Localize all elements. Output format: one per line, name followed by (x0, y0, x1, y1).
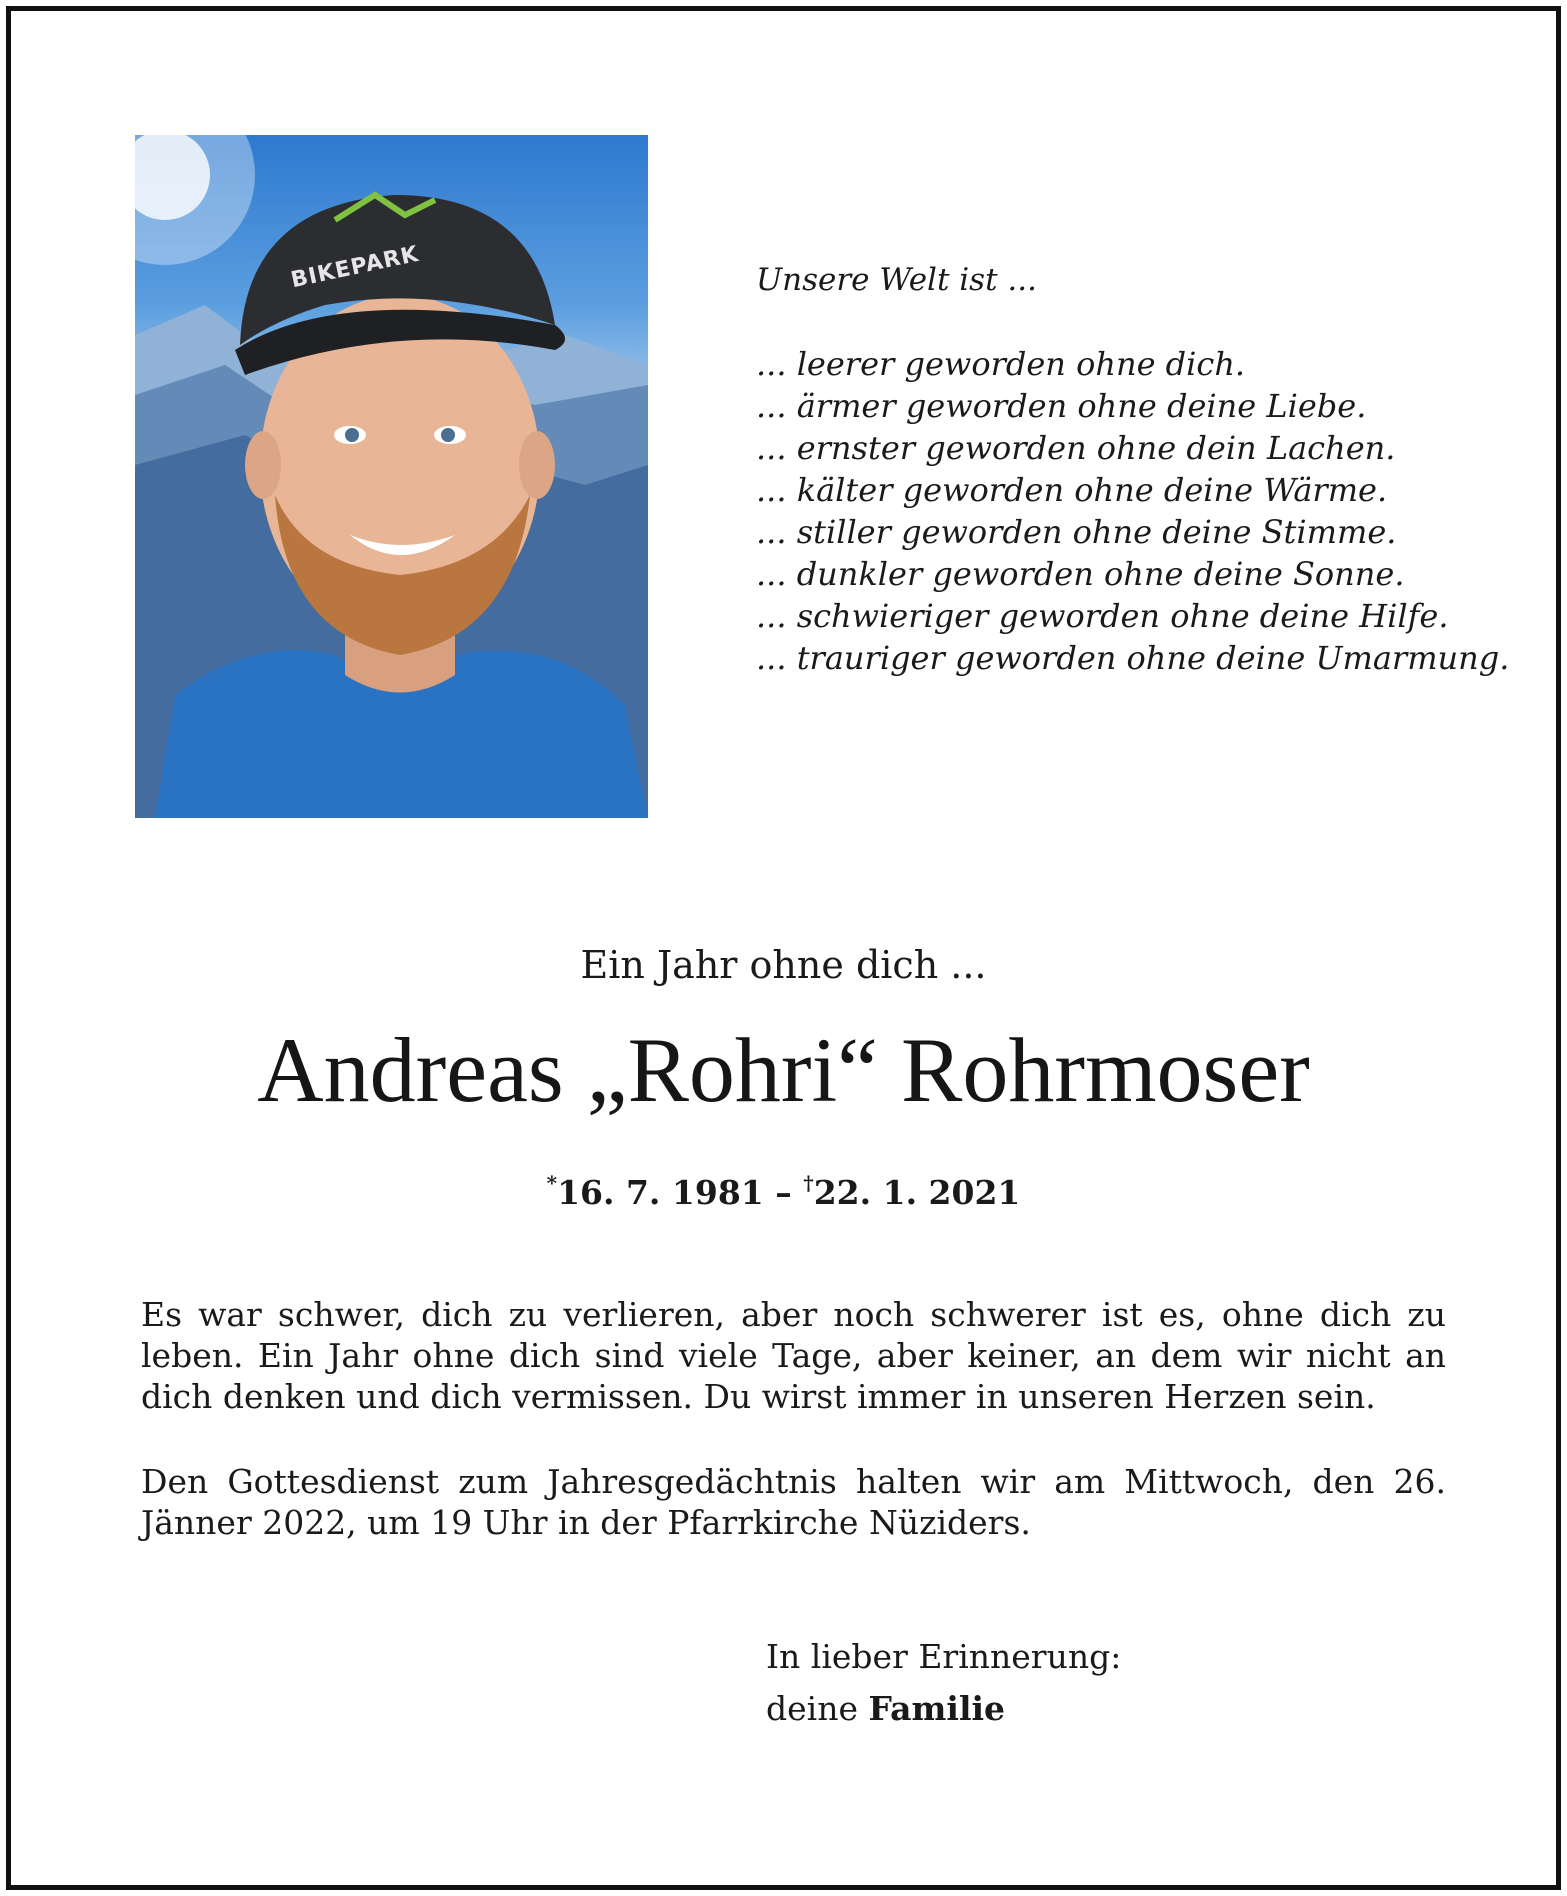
poem-line: ... kälter geworden ohne deine Wärme. (756, 471, 1388, 509)
portrait-illustration (135, 135, 648, 818)
poem-line: ... ärmer geworden ohne deine Liebe. (756, 387, 1367, 425)
signoff (766, 1631, 1121, 1735)
poem-line: ... stiller geworden ohne deine Stimme. (756, 513, 1397, 551)
cap-logo-text: BIKEPARK (288, 241, 422, 294)
signoff-line: In lieber Erinnerung: (766, 1637, 1122, 1676)
poem-line: ... trauriger geworden ohne deine Umarmung. (756, 639, 1510, 677)
subtitle: Ein Jahr ohne dich ... (580, 943, 987, 987)
birth-date: 16. 7. 1981 (557, 1173, 764, 1212)
poem-line: ... leerer geworden ohne dich. (756, 345, 1246, 383)
poem-line: ... ernster geworden ohne dein Lachen. (756, 429, 1396, 467)
service-paragraph: Den Gottesdienst zum Jahresgedächtnis halten wir am Mittwoch, den 26. Jänner 2022, um 19 Uhr in der Pfarrkirche Nüziders. (141, 1462, 1446, 1542)
portrait-photo (135, 135, 648, 818)
obituary-frame (6, 6, 1561, 1890)
death-symbol: † (803, 1171, 814, 1195)
poem (756, 259, 1516, 679)
poem-line: ... dunkler geworden ohne deine Sonne. (756, 555, 1405, 593)
life-dates (11, 1161, 1556, 1215)
date-separator: – (763, 1173, 804, 1212)
poem-line: ... schwieriger geworden ohne deine Hilfe. (756, 597, 1449, 635)
birth-symbol: * (546, 1171, 558, 1195)
signoff-prefix: deine (766, 1689, 869, 1728)
signoff-family-name: Familie (868, 1689, 1006, 1728)
poem-title: Unsere Welt ist ... (756, 262, 1037, 298)
deceased-name: Andreas „Rohri“ Rohrmoser (257, 1019, 1310, 1121)
memorial-paragraph: Es war schwer, dich zu verlieren, aber noch schwerer ist es, ohne dich zu leben. Ein Jahr ohne dich sind viele Tage, aber keiner, an dem wir nicht an dich denken und dich vermissen. Du wirst immer in unseren Herzen sein. (141, 1295, 1446, 1416)
death-date: 22. 1. 2021 (813, 1173, 1021, 1212)
signoff-family (766, 1683, 1121, 1735)
